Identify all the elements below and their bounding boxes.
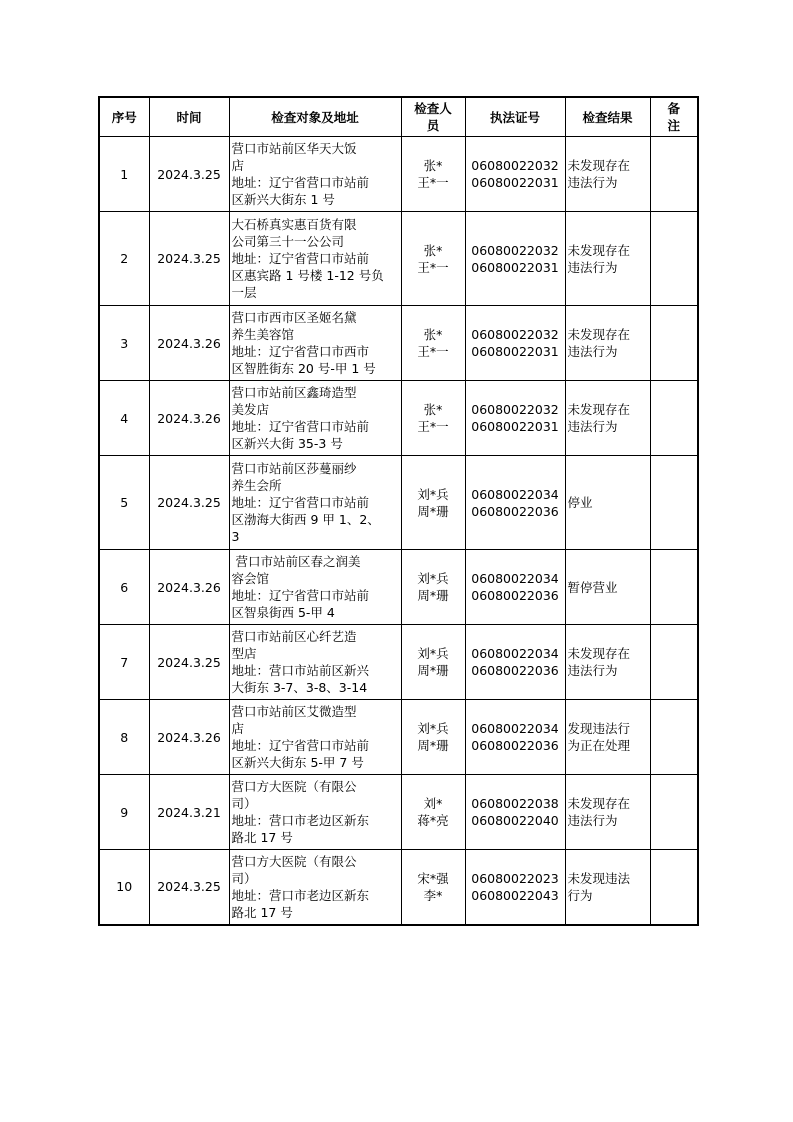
- result-line: 未发现存在: [567, 646, 631, 661]
- cell-license: [465, 381, 565, 456]
- result-line: 违法行为: [567, 344, 618, 359]
- target-line: 区智泉街西 5-甲 4: [231, 605, 335, 620]
- license-number: 06080022038: [471, 796, 559, 811]
- cell-date: 2024.3.26: [149, 306, 229, 381]
- cell-inspectors: [401, 381, 465, 456]
- result-line: 违法行为: [567, 419, 618, 434]
- result-line: 为正在处理: [567, 738, 631, 753]
- table-row: [99, 137, 698, 212]
- target-line: 区新兴大街东 1 号: [231, 192, 335, 207]
- cell-license: [465, 550, 565, 625]
- inspector-name: 周*珊: [417, 738, 449, 753]
- inspector-name: 周*珊: [417, 588, 449, 603]
- license-number: 06080022032: [471, 327, 559, 342]
- inspector-name: 刘*兵: [417, 721, 449, 736]
- cell-target: [229, 625, 401, 700]
- inspector-name: 张*: [423, 242, 443, 258]
- target-line: 店: [231, 721, 245, 736]
- table-row: [99, 775, 698, 850]
- result-line: 发现违法行: [567, 721, 631, 736]
- header-remark: 备注: [650, 97, 698, 137]
- target-line: 型店: [231, 646, 257, 661]
- license-number: 06080022031: [471, 175, 559, 190]
- cell-date: 2024.3.25: [149, 212, 229, 306]
- cell-remark: [650, 700, 698, 775]
- cell-result: [565, 381, 650, 456]
- cell-result: [565, 625, 650, 700]
- target-line: 营口市站前区心纤艺造: [231, 629, 357, 644]
- cell-date: 2024.3.26: [149, 381, 229, 456]
- table-row: [99, 850, 698, 925]
- target-line: 地址：辽宁省营口市站前: [231, 175, 370, 190]
- cell-seq: 5: [99, 456, 149, 550]
- cell-remark: [650, 775, 698, 850]
- cell-license: [465, 700, 565, 775]
- cell-license: [465, 850, 565, 925]
- cell-inspectors: [401, 550, 465, 625]
- cell-remark: [650, 625, 698, 700]
- target-line: 营口市站前区华天大饭: [231, 141, 357, 156]
- target-line: 地址：辽宁省营口市站前: [231, 588, 370, 603]
- cell-seq: 6: [99, 550, 149, 625]
- license-number: 06080022032: [471, 158, 559, 173]
- cell-target: [229, 775, 401, 850]
- target-line: 区渤海大街西 9 甲 1、2、: [231, 512, 380, 527]
- result-line: 停业: [567, 495, 593, 510]
- result-line: 违法行为: [567, 663, 618, 678]
- result-line: 未发现存在: [567, 402, 631, 417]
- cell-license: [465, 456, 565, 550]
- cell-result: [565, 212, 650, 306]
- cell-seq: 9: [99, 775, 149, 850]
- target-line: 地址：辽宁省营口市站前: [231, 495, 370, 510]
- cell-seq: 8: [99, 700, 149, 775]
- table-row: [99, 550, 698, 625]
- cell-target: [229, 850, 401, 925]
- inspector-name: 刘*兵: [417, 571, 449, 586]
- result-line: 违法行为: [567, 259, 618, 275]
- inspector-name: 王*一: [417, 259, 449, 275]
- license-number: 06080022034: [471, 646, 559, 661]
- license-number: 06080022034: [471, 721, 559, 736]
- cell-remark: [650, 550, 698, 625]
- result-line: 违法行为: [567, 813, 618, 828]
- cell-seq: 2: [99, 212, 149, 306]
- inspector-name: 王*一: [417, 344, 449, 359]
- cell-license: [465, 137, 565, 212]
- target-line: 营口市站前区莎蔓丽纱: [231, 461, 357, 476]
- cell-date: 2024.3.25: [149, 850, 229, 925]
- inspector-name: 张*: [423, 158, 443, 173]
- cell-date: 2024.3.26: [149, 700, 229, 775]
- table-row: [99, 212, 698, 306]
- table-body: [99, 137, 698, 925]
- license-number: 06080022034: [471, 486, 559, 502]
- license-number: 06080022043: [471, 887, 559, 903]
- cell-date: 2024.3.26: [149, 550, 229, 625]
- target-line: 营口市站前区艾微造型: [231, 704, 357, 719]
- header-row: [99, 97, 698, 137]
- cell-inspectors: [401, 306, 465, 381]
- license-number: 06080022032: [471, 242, 559, 258]
- cell-result: [565, 775, 650, 850]
- target-line: 区新兴大街 35-3 号: [231, 436, 343, 451]
- cell-target: [229, 306, 401, 381]
- cell-inspectors: [401, 850, 465, 925]
- cell-result: [565, 137, 650, 212]
- license-number: 06080022031: [471, 344, 559, 359]
- target-line: 区新兴大街东 5-甲 7 号: [231, 755, 364, 770]
- result-line: 暂停营业: [567, 579, 618, 595]
- header-time: 时间: [149, 97, 229, 137]
- license-number: 06080022032: [471, 402, 559, 417]
- cell-seq: 7: [99, 625, 149, 700]
- cell-target: [229, 212, 401, 306]
- cell-inspectors: [401, 625, 465, 700]
- cell-target: [229, 381, 401, 456]
- cell-target: [229, 550, 401, 625]
- cell-inspectors: [401, 775, 465, 850]
- table-row: [99, 381, 698, 456]
- cell-inspectors: [401, 137, 465, 212]
- inspector-name: 刘*兵: [417, 486, 449, 502]
- inspector-name: 蒋*亮: [417, 813, 449, 828]
- cell-result: [565, 700, 650, 775]
- license-number: 06080022036: [471, 738, 559, 753]
- cell-seq: 4: [99, 381, 149, 456]
- license-number: 06080022031: [471, 259, 559, 275]
- result-line: 未发现存在: [567, 242, 631, 258]
- target-line: 店: [231, 158, 245, 173]
- cell-remark: [650, 212, 698, 306]
- cell-remark: [650, 456, 698, 550]
- cell-license: [465, 625, 565, 700]
- header-target: 检查对象及地址: [229, 97, 401, 137]
- inspector-name: 王*一: [417, 419, 449, 434]
- table-row: [99, 306, 698, 381]
- inspector-name: 周*珊: [417, 503, 449, 519]
- target-line: 容会馆: [231, 571, 270, 586]
- cell-seq: 3: [99, 306, 149, 381]
- cell-date: 2024.3.25: [149, 456, 229, 550]
- target-line: 地址：营口市老边区新东: [231, 813, 370, 828]
- table-row: [99, 625, 698, 700]
- cell-remark: [650, 137, 698, 212]
- target-line: 美发店: [231, 402, 270, 417]
- header-seq: 序号: [99, 97, 149, 137]
- cell-remark: [650, 381, 698, 456]
- target-line: 一层: [231, 285, 257, 300]
- target-line: 司）: [231, 870, 257, 886]
- license-number: 06080022034: [471, 571, 559, 586]
- cell-seq: 10: [99, 850, 149, 925]
- target-line: 区惠宾路 1 号楼 1-12 号负: [231, 268, 384, 283]
- target-line: 公司第三十一公公司: [231, 234, 345, 249]
- license-number: 06080022036: [471, 588, 559, 603]
- cell-result: [565, 850, 650, 925]
- cell-result: [565, 306, 650, 381]
- cell-license: [465, 306, 565, 381]
- inspector-name: 李*: [423, 887, 443, 903]
- inspector-name: 王*一: [417, 175, 449, 190]
- target-line: 养生美容馆: [231, 327, 295, 342]
- target-line: 区智胜街东 20 号-甲 1 号: [231, 361, 376, 376]
- inspection-table: [98, 96, 699, 926]
- result-line: 未发现存在: [567, 796, 631, 811]
- target-line: 营口市西市区圣姬名黛: [231, 310, 357, 325]
- license-number: 06080022023: [471, 870, 559, 886]
- inspector-name: 刘*: [423, 796, 443, 811]
- cell-result: [565, 456, 650, 550]
- cell-remark: [650, 306, 698, 381]
- cell-remark: [650, 850, 698, 925]
- table-row: [99, 700, 698, 775]
- cell-date: 2024.3.25: [149, 625, 229, 700]
- cell-seq: 1: [99, 137, 149, 212]
- target-line: 路北 17 号: [231, 830, 293, 845]
- result-line: 行为: [567, 887, 593, 903]
- target-line: 营口方大医院（有限公: [231, 779, 357, 794]
- inspector-name: 张*: [423, 327, 443, 342]
- result-line: 违法行为: [567, 175, 618, 190]
- target-line: 大街东 3-7、3-8、3-14: [231, 680, 368, 695]
- inspector-name: 张*: [423, 402, 443, 417]
- target-line: 营口市站前区春之润美: [231, 554, 361, 569]
- target-line: 地址：辽宁省营口市西市: [231, 344, 370, 359]
- cell-license: [465, 775, 565, 850]
- cell-inspectors: [401, 212, 465, 306]
- target-line: 司）: [231, 796, 257, 811]
- cell-license: [465, 212, 565, 306]
- inspector-name: 宋*强: [417, 870, 449, 886]
- target-line: 地址：营口市老边区新东: [231, 887, 370, 903]
- result-line: 未发现违法: [567, 870, 631, 886]
- target-line: 地址：辽宁省营口市站前: [231, 251, 370, 266]
- license-number: 06080022036: [471, 503, 559, 519]
- inspector-name: 刘*兵: [417, 646, 449, 661]
- target-line: 养生会所: [231, 478, 282, 493]
- inspector-name: 周*珊: [417, 663, 449, 678]
- target-line: 营口市站前区鑫琦造型: [231, 385, 357, 400]
- target-line: 地址：营口市站前区新兴: [231, 663, 370, 678]
- target-line: 营口方大医院（有限公: [231, 853, 357, 869]
- result-line: 未发现存在: [567, 327, 631, 342]
- cell-target: [229, 700, 401, 775]
- cell-result: [565, 550, 650, 625]
- cell-target: [229, 137, 401, 212]
- target-line: 地址：辽宁省营口市站前: [231, 738, 370, 753]
- license-number: 06080022040: [471, 813, 559, 828]
- header-result: 检查结果: [565, 97, 650, 137]
- cell-target: [229, 456, 401, 550]
- result-line: 未发现存在: [567, 158, 631, 173]
- cell-date: 2024.3.21: [149, 775, 229, 850]
- header-license: 执法证号: [465, 97, 565, 137]
- target-line: 地址：辽宁省营口市站前: [231, 419, 370, 434]
- target-line: 路北 17 号: [231, 904, 293, 920]
- cell-inspectors: [401, 456, 465, 550]
- cell-inspectors: [401, 700, 465, 775]
- header-inspectors: 检查人员: [401, 97, 465, 137]
- target-line: 大石桥真实惠百货有限: [231, 217, 357, 232]
- license-number: 06080022036: [471, 663, 559, 678]
- license-number: 06080022031: [471, 419, 559, 434]
- cell-date: 2024.3.25: [149, 137, 229, 212]
- table-row: [99, 456, 698, 550]
- target-line: 3: [231, 529, 240, 544]
